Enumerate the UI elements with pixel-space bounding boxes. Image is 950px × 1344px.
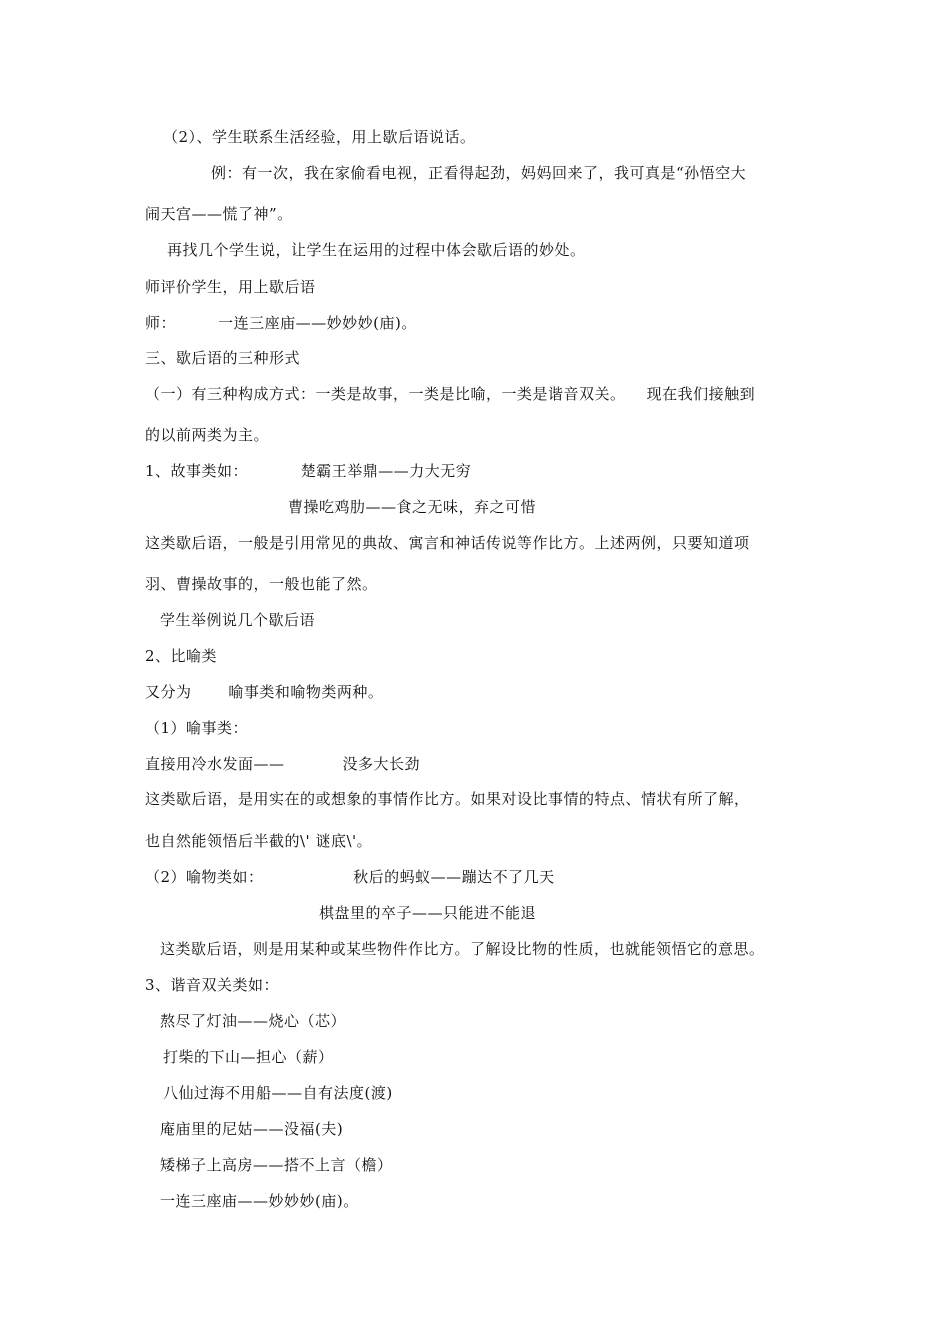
text-line: 一连三座庙——妙妙妙(庙)。 bbox=[160, 1192, 359, 1210]
text-line: 学生举例说几个歇后语 bbox=[160, 611, 316, 629]
text-line: （2）、学生联系生活经验，用上歇后语说话。 bbox=[163, 128, 476, 146]
text-line: 直接用冷水发面—— 没多大长劲 bbox=[145, 755, 420, 773]
text-line: 闹天宫——慌了神”。 bbox=[145, 205, 293, 223]
text-line: 1、故事类如： 楚霸王举鼎——力大无穷 bbox=[145, 462, 472, 480]
text-line: 的以前两类为主。 bbox=[145, 426, 270, 444]
text-line: 这类歇后语，一般是引用常见的典故、寓言和神话传说等作比方。上述两例，只要知道项 bbox=[145, 534, 750, 552]
text-line: （2）喻物类如： 秋后的蚂蚁——蹦达不了几天 bbox=[145, 868, 555, 886]
text-line: 例：有一次，我在家偷看电视，正看得起劲，妈妈回来了，我可真是“孙悟空大 bbox=[211, 164, 747, 182]
text-line: 羽、曹操故事的，一般也能了然。 bbox=[145, 575, 378, 593]
text-line: （1）喻事类： bbox=[145, 719, 249, 737]
text-line: 师评价学生，用上歇后语 bbox=[145, 278, 316, 296]
text-line: 熬尽了灯油——烧心（芯） bbox=[160, 1012, 347, 1030]
text-line: （一）有三种构成方式：一类是故事，一类是比喻，一类是谐音双关。 现在我们接触到 bbox=[145, 385, 756, 403]
text-line: 庵庙里的尼姑——没福(夫) bbox=[160, 1120, 344, 1138]
text-line: 又分为 喻事类和喻物类两种。 bbox=[145, 683, 384, 701]
text-line: 矮梯子上高房——搭不上言（檐） bbox=[160, 1156, 393, 1174]
text-line: 曹操吃鸡肋——食之无味，弃之可惜 bbox=[288, 498, 537, 516]
text-line: 再找几个学生说，让学生在运用的过程中体会歇后语的妙处。 bbox=[167, 241, 586, 259]
text-line: 这类歇后语，则是用某种或某些物件作比方。了解设比物的性质，也就能领悟它的意思。 bbox=[160, 940, 765, 958]
text-line: 八仙过海不用船——自有法度(渡) bbox=[163, 1084, 393, 1102]
text-line: 师： 一连三座庙——妙妙妙(庙)。 bbox=[145, 314, 417, 332]
section-heading: 三、歇后语的三种形式 bbox=[145, 349, 301, 367]
text-line: 3、谐音双关类如： bbox=[145, 976, 280, 994]
text-line: 也自然能领悟后半截的\' 谜底\'。 bbox=[145, 832, 373, 850]
text-line: 打柴的下山—担心（薪） bbox=[163, 1048, 334, 1066]
text-line: 棋盘里的卒子——只能进不能退 bbox=[319, 904, 537, 922]
text-line: 这类歇后语，是用实在的或想象的事情作比方。如果对设比事情的特点、情状有所了解， bbox=[145, 790, 750, 808]
text-line: 2、比喻类 bbox=[145, 647, 218, 665]
